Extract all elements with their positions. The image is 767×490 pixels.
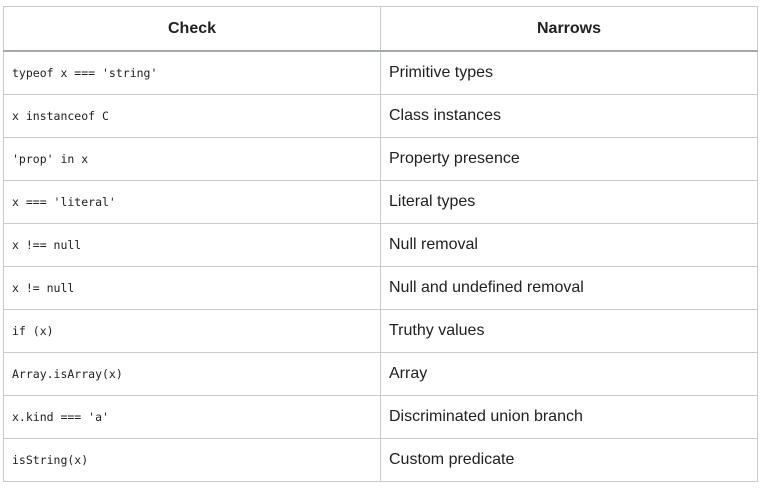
check-cell: typeof x === 'string': [4, 51, 381, 95]
narrows-cell: Null and undefined removal: [381, 267, 758, 310]
check-cell: x != null: [4, 267, 381, 310]
table-row: [4, 439, 758, 482]
narrows-cell: Custom predicate: [381, 439, 758, 482]
table-row: [4, 138, 758, 181]
narrows-cell: Primitive types: [381, 51, 758, 95]
table-row: [4, 396, 758, 439]
table-row: [4, 95, 758, 138]
narrows-cell: Property presence: [381, 138, 758, 181]
type-narrowing-table: [3, 6, 758, 482]
narrows-cell: Array: [381, 353, 758, 396]
column-header-check: Check: [4, 7, 381, 52]
check-cell: x instanceof C: [4, 95, 381, 138]
check-cell: x === 'literal': [4, 181, 381, 224]
narrows-cell: Literal types: [381, 181, 758, 224]
table-row: [4, 267, 758, 310]
table-row: [4, 224, 758, 267]
table-row: [4, 310, 758, 353]
column-header-narrows: Narrows: [381, 7, 758, 52]
check-cell: if (x): [4, 310, 381, 353]
table-row: [4, 51, 758, 95]
narrows-cell: Truthy values: [381, 310, 758, 353]
table-row: [4, 181, 758, 224]
check-cell: isString(x): [4, 439, 381, 482]
check-cell: Array.isArray(x): [4, 353, 381, 396]
table-header-row: [4, 7, 758, 52]
narrows-cell: Null removal: [381, 224, 758, 267]
table-row: [4, 353, 758, 396]
narrows-cell: Discriminated union branch: [381, 396, 758, 439]
check-cell: x.kind === 'a': [4, 396, 381, 439]
check-cell: x !== null: [4, 224, 381, 267]
narrows-cell: Class instances: [381, 95, 758, 138]
check-cell: 'prop' in x: [4, 138, 381, 181]
